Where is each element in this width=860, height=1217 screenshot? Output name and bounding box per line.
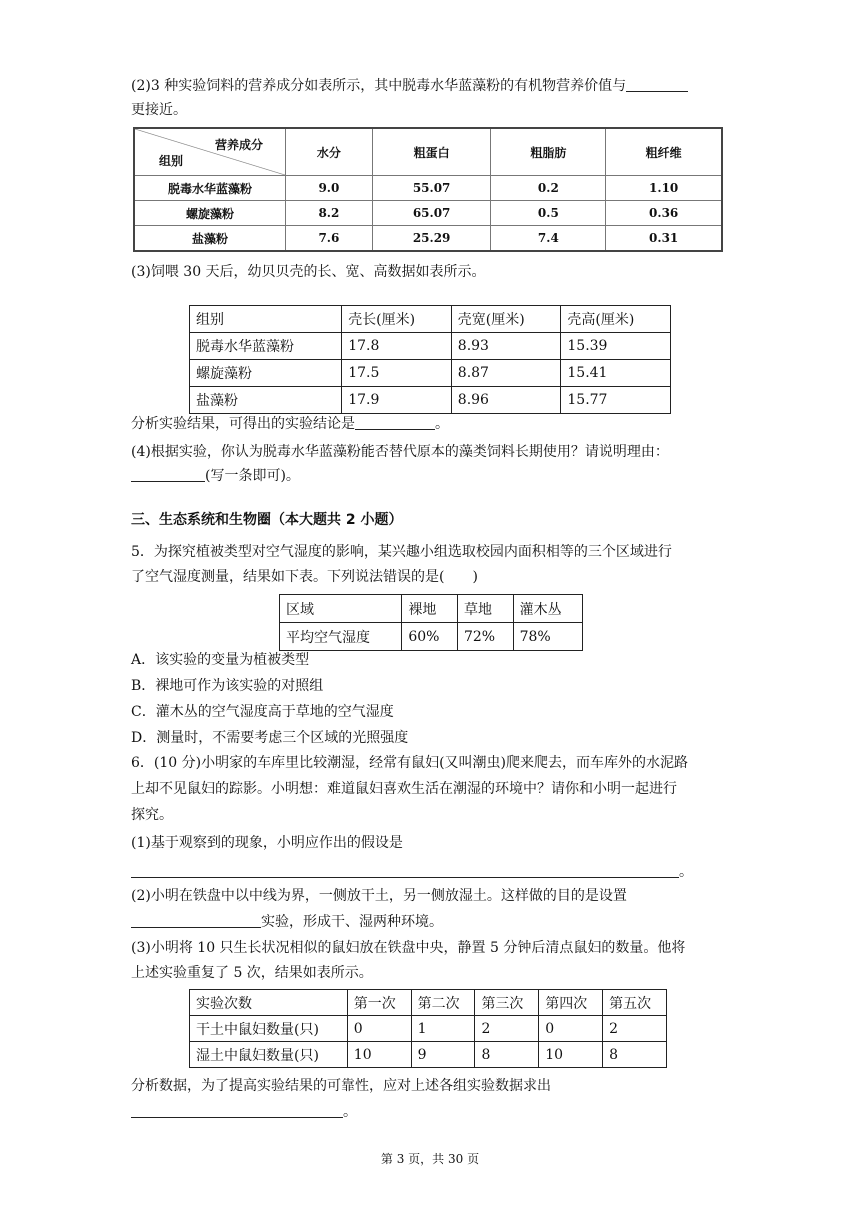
q3-conclusion-line: 分析实验结果，可得出的实验结论是 。 bbox=[131, 416, 449, 432]
table-header-row: 区域 裸地 草地 灌木丛 bbox=[280, 595, 583, 623]
q2-line1: (2)3 种实验饲料的营养成分如表所示，其中脱毒水华蓝藻粉的有机物营养价值与 bbox=[131, 76, 688, 96]
answer-blank[interactable] bbox=[355, 415, 435, 430]
q6-part3-line1: (3)小明将 10 只生长状况相似的鼠妇放在铁盘中央，静置 5 分钟后清点鼠妇的数量。他将 bbox=[131, 940, 686, 956]
answer-blank[interactable] bbox=[131, 913, 261, 928]
column-header: 水分 bbox=[286, 128, 373, 176]
q3-line1: (3)饲喂 30 天后，幼贝贝壳的长、宽、高数据如表所示。 bbox=[131, 264, 486, 280]
q6-part1: (1)基于观察到的现象，小明应作出的假设是 bbox=[131, 835, 403, 851]
option-c[interactable]: C．灌木丛的空气湿度高于草地的空气湿度 bbox=[131, 704, 394, 720]
table-row: 平均空气湿度 60% 72% 78% bbox=[280, 623, 583, 651]
column-header: 粗脂肪 bbox=[491, 128, 606, 176]
section-heading: 三、生态系统和生物圈（本大题共 2 小题） bbox=[131, 512, 403, 528]
table-row: 脱毒水华蓝藻粉 17.8 8.93 15.39 bbox=[190, 333, 671, 360]
column-header: 粗纤维 bbox=[606, 128, 722, 176]
q2-line2: 更接近。 bbox=[131, 102, 187, 118]
shell-size-table bbox=[189, 305, 671, 414]
table-corner-header: 营养成分 组别 bbox=[134, 128, 286, 176]
answer-blank[interactable] bbox=[626, 77, 688, 92]
q5-line1: 5．为探究植被类型对空气湿度的影响，某兴趣小组选取校园内面积相等的三个区域进行 bbox=[131, 544, 672, 560]
q4-line2: (写一条即可)。 bbox=[131, 466, 300, 486]
humidity-table bbox=[279, 594, 583, 651]
q6-part1-answer: 。 bbox=[131, 862, 693, 882]
page-footer: 第 3 页，共 30 页 bbox=[380, 1152, 480, 1166]
table-row: 螺旋藻粉 8.2 65.07 0.5 0.36 bbox=[134, 201, 722, 226]
answer-blank[interactable] bbox=[131, 467, 205, 482]
table-row: 脱毒水华蓝藻粉 9.0 55.07 0.2 1.10 bbox=[134, 176, 722, 201]
answer-blank[interactable] bbox=[131, 1103, 343, 1118]
nutrition-table bbox=[133, 127, 723, 252]
q4-line1: (4)根据实验，你认为脱毒水华蓝藻粉能否替代原本的藻类饲料长期使用？请说明理由： bbox=[131, 444, 669, 460]
q6-line2: 上却不见鼠妇的踪影。小明想：难道鼠妇喜欢生活在潮湿的环境中？请你和小明一起进行 bbox=[131, 781, 677, 797]
q6-part3-line2: 上述实验重复了 5 次，结果如表所示。 bbox=[131, 965, 373, 981]
woodlouse-count-table bbox=[189, 989, 667, 1068]
q6-line3: 探究。 bbox=[131, 807, 173, 823]
q6-part4-line1: 分析数据，为了提高实验结果的可靠性，应对上述各组实验数据求出 bbox=[131, 1078, 551, 1094]
option-b[interactable]: B．裸地可作为该实验的对照组 bbox=[131, 678, 324, 694]
option-a[interactable]: A．该实验的变量为植被类型 bbox=[131, 652, 310, 668]
table-row: 盐藻粉 17.9 8.96 15.77 bbox=[190, 387, 671, 414]
table-row: 干土中鼠妇数量(只) 0 1 2 0 2 bbox=[190, 1016, 667, 1042]
q6-part4-answer: 。 bbox=[131, 1102, 357, 1122]
q6-part2-line1: (2)小明在铁盘中以中线为界，一侧放干土，另一侧放湿土。这样做的目的是设置 bbox=[131, 888, 627, 904]
q6-part2-line2: 实验，形成干、湿两种环境。 bbox=[131, 912, 443, 932]
answer-blank[interactable] bbox=[131, 863, 679, 878]
table-row: 盐藻粉 7.6 25.29 7.4 0.31 bbox=[134, 226, 722, 252]
q5-line2: 了空气湿度测量，结果如下表。下列说法错误的是( ) bbox=[131, 569, 478, 585]
table-row: 螺旋藻粉 17.5 8.87 15.41 bbox=[190, 360, 671, 387]
table-header-row: 实验次数 第一次 第二次 第三次 第四次 第五次 bbox=[190, 990, 667, 1016]
column-header: 粗蛋白 bbox=[372, 128, 491, 176]
table-header-row: 组别 壳长(厘米) 壳宽(厘米) 壳高(厘米) bbox=[190, 306, 671, 333]
q6-line1: 6．(10 分)小明家的车库里比较潮湿，经常有鼠妇(又叫潮虫)爬来爬去，而车库外的水泥路 bbox=[131, 755, 689, 771]
table-row: 湿土中鼠妇数量(只) 10 9 8 10 8 bbox=[190, 1042, 667, 1068]
option-d[interactable]: D．测量时，不需要考虑三个区域的光照强度 bbox=[131, 730, 409, 746]
